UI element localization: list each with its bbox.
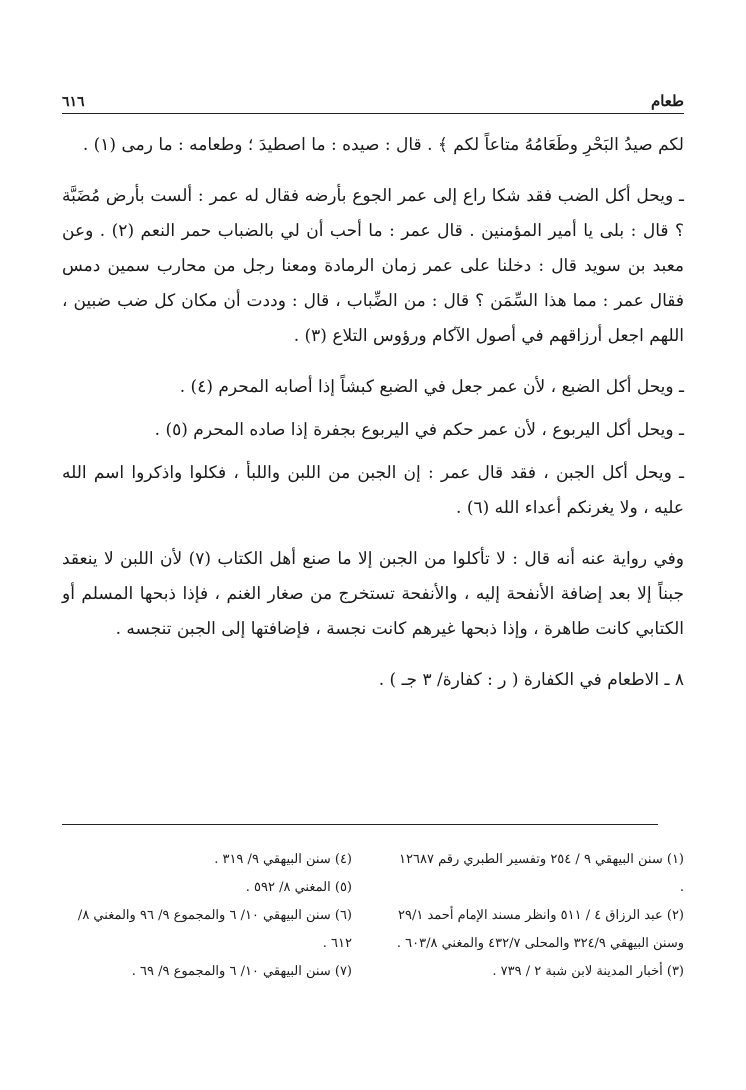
paragraph-quran-verse: لكم صيدُ البَحْرِ وطَعَامُهُ متاعاً لكم ﴾ . قال : صيده : ما اصطيدَ ؛ وطعامه : ما رمى (١) . <box>82 135 684 155</box>
main-text <box>62 128 684 706</box>
footnote-2: (٢) عبد الرزاق ٤ / ٥١١ وانظر مسند الإمام أحمد ٢٩/١ وسنن البيهقي ٣٢٤/٩ والمحلى ٤٣٢/٧ والمغني ٦٠٣/٨ . <box>396 908 684 951</box>
footnote-6: (٦) سنن البيهقي ١٠/ ٦ والمجموع ٩/ ٩٦ والمغني ٨/ ٦١٢ . <box>77 908 352 951</box>
paragraph-cheese-narration: وفي رواية عنه أنه قال : لا تأكلوا من الجبن إلا ما صنع أهل الكتاب (٧) لأن اللبن لا ينعقد جبناً إلا بعد إضافة الأنفحة إليه ، والأنفحة تستخرج من صغار الغنم ، فإذا ذبحها المسلم أو الكتابي كانت طاهرة ، وإذا ذبحها غيرهم كانت نجسة ، فإضافتها إلى الجبن تنجسه . <box>62 549 684 639</box>
page-number: ٦١٦ <box>62 94 85 110</box>
header-title: طعام <box>650 92 684 110</box>
footnote-1: (١) سنن البيهقي ٩ / ٢٥٤ وتفسير الطبري رقم ١٢٦٨٧ . <box>399 852 684 895</box>
paragraph-hyena: ـ ويحل أكل الضبع ، لأن عمر جعل في الضبع كبشاً إذا أصابه المحرم (٤) . <box>179 377 684 397</box>
footnote-3: (٣) أخبار المدينة لابن شبة ٢ / ٧٣٩ . <box>492 964 684 979</box>
footnotes <box>62 846 684 986</box>
paragraph-jerboa: ـ ويحل أكل اليربوع ، لأن عمر حكم في اليربوع بجفرة إذا صاده المحرم (٥) . <box>154 420 684 440</box>
footnote-7: (٧) سنن البيهقي ١٠/ ٦ والمجموع ٩/ ٦٩ . <box>131 964 352 979</box>
footnote-separator <box>62 824 658 825</box>
footnote-5: (٥) المغني ٨/ ٥٩٢ . <box>245 880 352 895</box>
footnotes-right-column <box>394 846 684 986</box>
paragraph-lizard: ـ ويحل أكل الضب فقد شكا راع إلى عمر الجوع بأرضه فقال له عمر : ألست بأرض مُضَبَّة ؟ قال : بلى يا أمير المؤمنين . قال عمر : ما أحب أن لي بالضباب حمر النعم (٢) . وعن معبد بن سويد قال : دخلنا على عمر زمان الرمادة ومعنا رجل من محارب سمين دمس فقال عمر : مما هذا السِّمَن ؟ قال : من الضِّباب ، قال : وددت أن مكان كل ضب ضبين ، اللهم اجعل أرزاقهم في أصول الآكام ورؤوس التلاع (٣) . <box>62 186 684 346</box>
running-header <box>62 84 684 114</box>
footnotes-left-column <box>62 846 352 986</box>
footnote-4: (٤) سنن البيهقي ٩/ ٣١٩ . <box>214 852 352 867</box>
section-heading-expiation: ٨ ـ الاطعام في الكفارة ( ر : كفارة/ ٣ جـ ) . <box>378 670 684 690</box>
paragraph-cheese: ـ ويحل أكل الجبن ، فقد قال عمر : إن الجبن من اللبن واللبأ ، فكلوا واذكروا اسم الله عليه ، ولا يغرنكم أعداء الله (٦) . <box>62 463 684 518</box>
